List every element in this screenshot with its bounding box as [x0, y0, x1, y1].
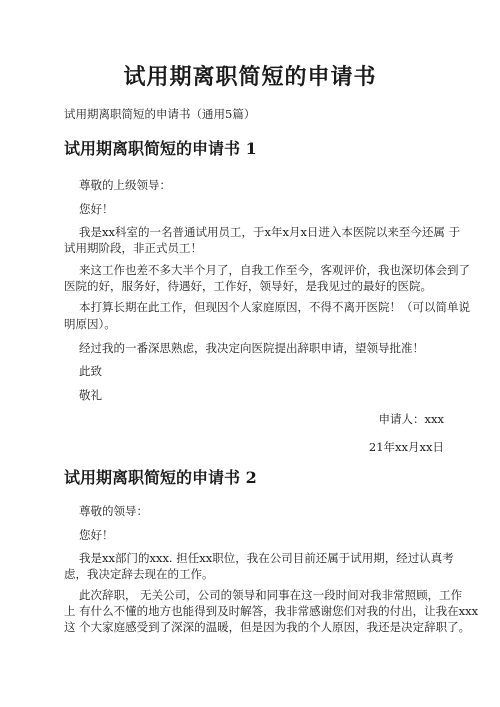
- letter1-paragraph1-line1: 我是xx科室的一名普通试用员工，于x年x月x日进入本医院以来至今还属 于: [79, 225, 461, 239]
- letter1-paragraph2-line1: 来这工作也差不多大半个月了，自我工作至今，客观评价，我也深切体会到了: [79, 263, 470, 277]
- letter2-paragraph2-line3: 这 个大家庭感受到了深深的温暖，但是因为我的个人原因，我还是决定辞职了。: [64, 620, 471, 634]
- letter1-paragraph2-line2: 医院的好，服务好，待遇好，工作好，领导好，是我见过的最好的医院。: [64, 279, 432, 293]
- letter1-paragraph1-line2: 试用期阶段，非正式员工！: [64, 241, 202, 255]
- letter1-paragraph4: 经过我的一番深思熟虑，我决定向医院提出辞职申请，望领导批准！: [79, 341, 424, 355]
- letter2-paragraph1-line1: 我是xx部门的xxx. 担任xx职位，我在公司目前还属于试用期，经过认真考: [79, 551, 454, 565]
- letter1-date: 21年xx月xx日: [368, 440, 444, 454]
- document-title: 试用期离职简短的申请书: [123, 64, 377, 90]
- letter2-paragraph1-line2: 虑，我决定辞去现在的工作。: [64, 567, 214, 581]
- letter1-paragraph3-line2: 明原因）。: [64, 317, 116, 331]
- letter1-closing-jingli: 敬礼: [79, 388, 102, 402]
- letter1-greeting: 您好！: [79, 202, 114, 216]
- letter1-closing-cizhi: 此致: [79, 364, 102, 378]
- letter1-salutation: 尊敬的上级领导：: [79, 178, 171, 192]
- letter2-paragraph2-line2: 上 有什么不懂的地方也能得到及时解答，我非常感谢您们对我的付出，让我在xxx: [64, 604, 479, 618]
- letter2-salutation: 尊敬的领导：: [79, 504, 148, 518]
- letter1-signer: 申请人：xxx: [378, 412, 444, 426]
- letter1-heading: 试用期离职简短的申请书 1: [64, 139, 257, 158]
- letter2-heading: 试用期离职简短的申请书 2: [64, 468, 257, 487]
- document-subtitle: 试用期离职简短的申请书（通用5篇）: [64, 107, 256, 121]
- letter2-paragraph2-line1: 此次辞职， 无关公司，公司的领导和同事在这一段时间对我非常照顾，工作: [79, 588, 463, 602]
- letter2-greeting: 您好！: [79, 528, 114, 542]
- letter1-paragraph3-line1: 本打算长期在此工作，但现因个人家庭原因，不得不离开医院！（可以简单说: [79, 300, 470, 314]
